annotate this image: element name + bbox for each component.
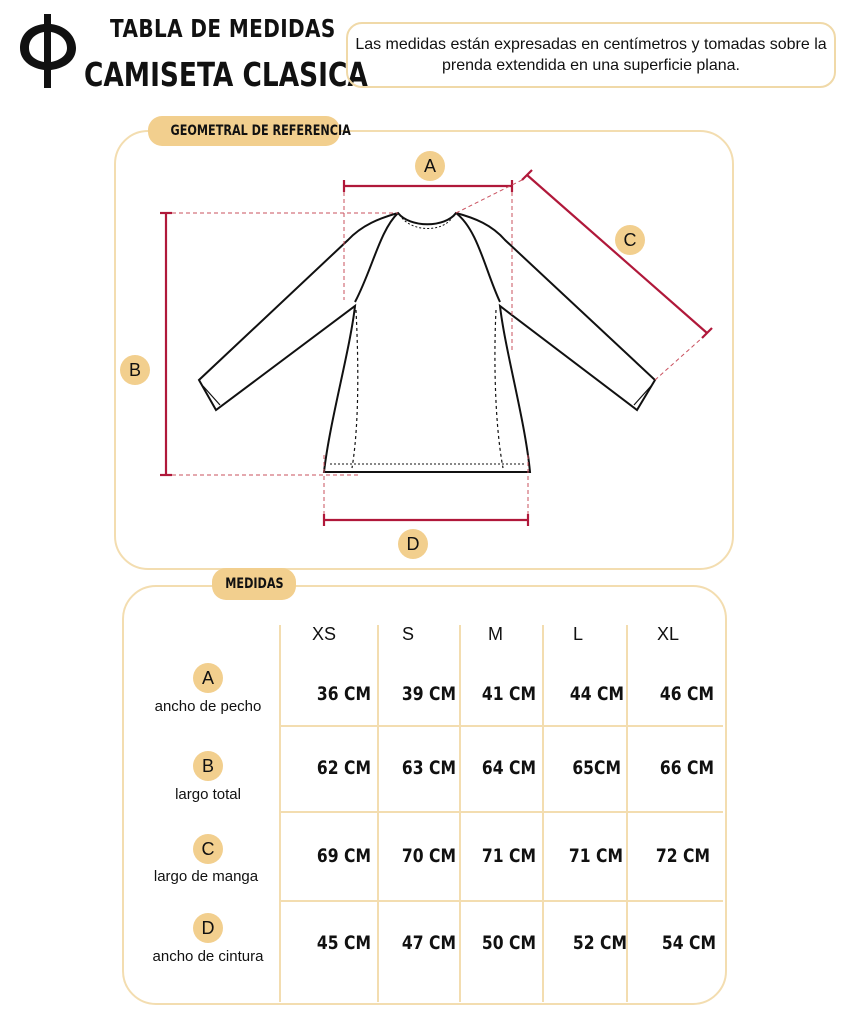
cell-a-m: 41 CM <box>481 683 536 705</box>
product-name: CAMISETA CLASICA <box>84 55 368 94</box>
cell-d-l: 52 CM <box>572 932 627 954</box>
reference-tag: GEOMETRAL DE REFERENCIA <box>148 116 340 146</box>
cell-d-m: 50 CM <box>481 932 536 954</box>
cell-c-s: 70 CM <box>401 845 456 867</box>
cell-c-xl: 72 CM <box>655 845 710 867</box>
size-header-m: M <box>488 624 503 644</box>
row-letter-c: C <box>193 834 223 864</box>
size-header-xl: XL <box>657 624 680 644</box>
row-label-largo-total: largo total <box>175 786 241 803</box>
cell-c-l: 71 CM <box>568 845 623 867</box>
size-header-l: L <box>573 624 584 644</box>
row-letter-b: B <box>193 751 223 781</box>
cell-d-xs: 45 CM <box>316 932 371 954</box>
page-title: TABLA DE MEDIDAS <box>110 14 336 43</box>
marker-d: D <box>398 529 428 559</box>
cell-a-l: 44 CM <box>569 683 624 705</box>
cell-b-xs: 62 CM <box>316 757 371 779</box>
size-header-s: S <box>402 624 415 644</box>
cell-a-xl: 46 CM <box>659 683 714 705</box>
cell-b-m: 64 CM <box>481 757 536 779</box>
marker-a: A <box>415 151 445 181</box>
cell-b-xl: 66 CM <box>659 757 714 779</box>
grid-hline <box>281 725 723 727</box>
cell-a-xs: 36 CM <box>316 683 371 705</box>
row-label-largo-de-manga: largo de manga <box>153 868 259 885</box>
marker-b: B <box>120 355 150 385</box>
grid-hline <box>281 900 723 902</box>
marker-c: C <box>615 225 645 255</box>
measurement-note: Las medidas están expresadas en centímetros y tomadas sobre la prenda extendida en una superficie plana. <box>346 22 836 88</box>
row-label-ancho-de-cintura: ancho de cintura <box>152 948 264 965</box>
grid-vline <box>279 625 281 1002</box>
cell-d-s: 47 CM <box>401 932 456 954</box>
cell-c-xs: 69 CM <box>316 845 371 867</box>
cell-a-s: 39 CM <box>401 683 456 705</box>
measures-tag: MEDIDAS <box>212 568 296 600</box>
cell-b-s: 63 CM <box>401 757 456 779</box>
cell-d-xl: 54 CM <box>661 932 716 954</box>
grid-vline <box>377 625 379 1002</box>
row-letter-a: A <box>193 663 223 693</box>
row-letter-d: D <box>193 913 223 943</box>
cell-c-m: 71 CM <box>481 845 536 867</box>
grid-vline <box>542 625 544 1002</box>
shirt-drawing <box>199 213 655 472</box>
size-header-xs: XS <box>312 624 337 644</box>
row-label-ancho-de-pecho: ancho de pecho <box>154 698 262 715</box>
grid-hline <box>281 811 723 813</box>
cell-b-l: 65CM <box>572 757 621 779</box>
